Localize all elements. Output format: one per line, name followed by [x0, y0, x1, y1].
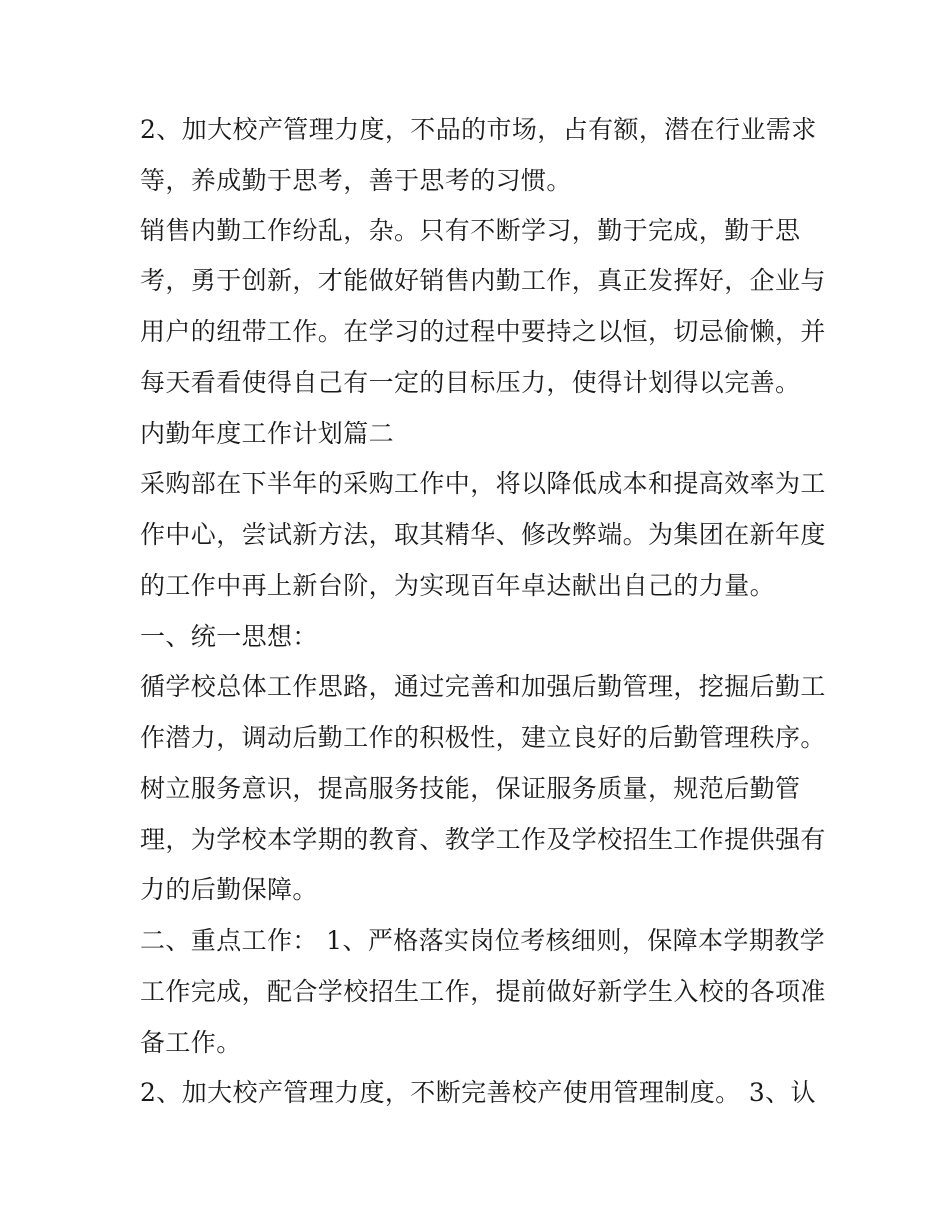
text-line: 作潜力，调动后勤工作的积极性，建立良好的后勤管理秩序。: [140, 723, 826, 752]
text-line: 理，为学校本学期的教育、教学工作及学校招生工作提供强有: [140, 825, 826, 854]
text-line: 用户的纽带工作。在学习的过程中要持之以恒，切忌偷懒，并: [140, 317, 826, 346]
section-heading: 内勤年度工作计划篇二: [140, 419, 395, 448]
text-line: 采购部在下半年的采购工作中，将以降低成本和提高效率为工: [140, 469, 826, 498]
text-line: 2、加大校产管理力度，不品的市场，占有额，潜在行业需求: [140, 115, 817, 144]
text-line: 备工作。: [140, 1028, 242, 1057]
text-line: 树立服务意识，提高服务技能，保证服务质量，规范后勤管: [140, 774, 801, 803]
text-line: 的工作中再上新台阶，为实现百年卓达献出自己的力量。: [140, 571, 776, 600]
text-line: 每天看看使得自己有一定的目标压力，使得计划得以完善。: [140, 368, 801, 397]
text-line: 考，勇于创新，才能做好销售内勤工作，真正发挥好，企业与: [140, 266, 826, 295]
text-line: 力的后勤保障。: [140, 875, 318, 904]
text-line: 等，养成勤于思考，善于思考的习惯。: [140, 166, 572, 195]
text-line: 工作完成，配合学校招生工作，提前做好新学生入校的各项准: [140, 977, 826, 1006]
text-line: 循学校总体工作思路，通过完善和加强后勤管理，挖掘后勤工: [140, 672, 826, 701]
text-line: 2、加大校产管理力度，不断完善校产使用管理制度。 3、认: [140, 1078, 816, 1107]
section-heading: 一、统一思想：: [140, 622, 318, 651]
text-line: 二、重点工作： 1、严格落实岗位考核细则，保障本学期教学: [140, 926, 826, 955]
text-line: 作中心，尝试新方法，取其精华、修改弊端。为集团在新年度: [140, 520, 826, 549]
text-line: 销售内勤工作纷乱，杂。只有不断学习，勤于完成，勤于思: [140, 216, 801, 245]
